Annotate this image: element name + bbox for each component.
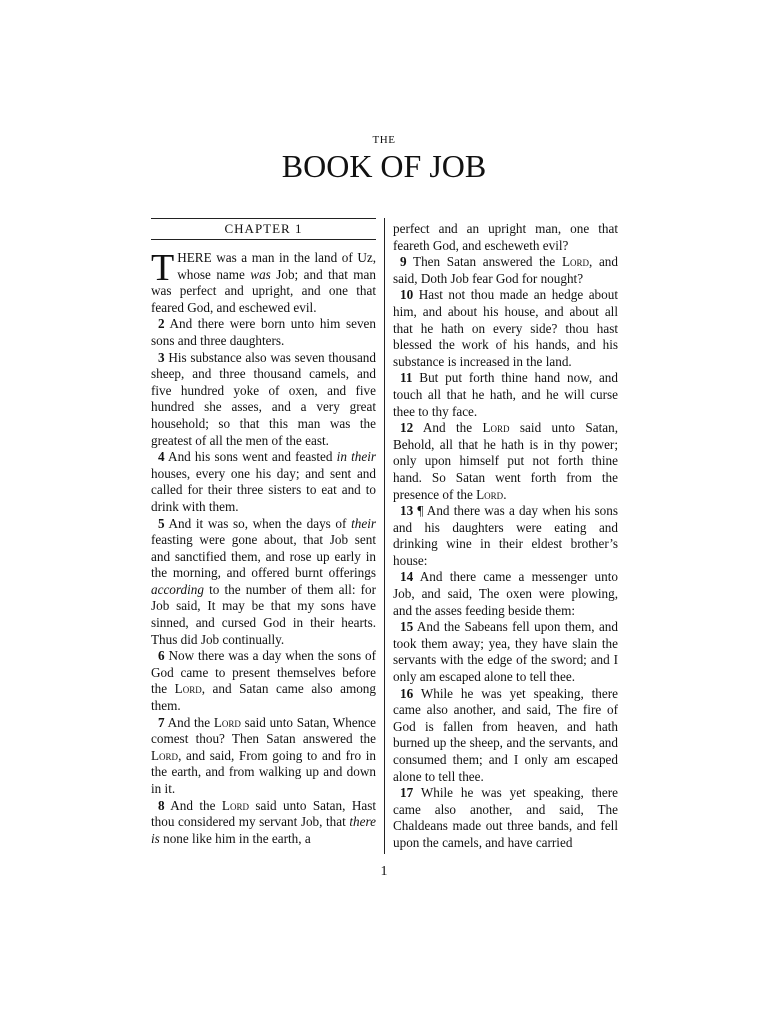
verse-number: 8 <box>158 797 165 813</box>
verse-number: 13 <box>400 503 414 519</box>
verse-italic: according <box>151 581 204 597</box>
verse-text: , and said, From going to and fro in the earth, and from walking up and down in it. <box>151 747 376 796</box>
verse-text: Job; and that man was perfect and upright, and one that feared God, and eschewed evil. <box>151 266 376 315</box>
verse-9 <box>393 254 618 287</box>
verse-text: feasting were gone about, that Job sent and sanctified them, and rose up early in the morning, and offered burnt offerings <box>151 532 376 581</box>
verse-text: said unto Satan, Behold, all that he hath is in thy power; only upon himself put not forth thine hand. So Satan went forth from the presence of the <box>393 420 618 502</box>
verse-10 <box>393 287 618 370</box>
verse-8-continued <box>393 221 618 254</box>
divine-name: Lord <box>482 420 510 436</box>
verse-number: 5 <box>158 515 165 531</box>
verse-text: And the <box>164 714 214 730</box>
verse-text: HERE was a man in the land of Uz, whose name <box>177 250 376 282</box>
right-column <box>393 221 618 852</box>
verse-number: 12 <box>400 420 414 436</box>
verse-number: 11 <box>400 370 413 386</box>
verse-text: And the <box>164 797 222 813</box>
verse-4 <box>151 449 376 515</box>
verse-text: . <box>503 486 507 502</box>
verse-text: perfect and an upright man, one that feareth God, and escheweth evil? <box>393 221 618 253</box>
divine-name: Lord <box>561 254 589 270</box>
verse-1 <box>151 247 376 316</box>
verse-3 <box>151 350 376 450</box>
verse-text: , and Satan came also among them. <box>151 681 376 714</box>
verse-text: , and said, Doth Job fear God for nought? <box>393 254 618 286</box>
verse-text: Then Satan answered the <box>406 254 562 270</box>
verse-number: 4 <box>158 449 165 465</box>
verse-text: And there were born unto him seven sons and three daughters. <box>151 316 376 348</box>
verse-14 <box>393 569 618 619</box>
verse-number: 9 <box>400 254 407 270</box>
page-number: 1 <box>380 864 388 879</box>
verse-text: While he was yet speaking, there came also another, and said, The Chaldeans made out three bands, and fell upon the camels, and have carried <box>393 785 618 850</box>
verse-italic: in their <box>336 449 376 465</box>
verse-text: And the Sabeans fell upon them, and took them away; yea, they have slain the servants with the edge of the sword; and I only am escaped alone to tell thee. <box>393 619 618 685</box>
verse-5 <box>151 516 376 649</box>
divine-name: Lord <box>174 681 202 697</box>
divine-name: Lord <box>476 486 504 502</box>
verse-number: 15 <box>400 619 414 635</box>
book-title: BOOK OF JOB <box>281 148 487 184</box>
verse-number: 16 <box>400 685 414 701</box>
verse-2 <box>151 316 376 349</box>
verse-italic: was <box>250 266 271 282</box>
verse-6 <box>151 648 376 714</box>
verse-text: And there came a messenger unto Job, and said, The oxen were plowing, and the asses feeding beside them: <box>393 569 618 618</box>
divine-name: Lord <box>151 747 179 763</box>
verse-number: 14 <box>400 569 414 585</box>
verse-text: houses, every one his day; and sent and called for their three sisters to eat and to drink with them. <box>151 465 376 514</box>
verse-italic: their <box>351 515 376 531</box>
verse-17 <box>393 785 618 851</box>
verse-11 <box>393 370 618 420</box>
verse-number: 6 <box>158 648 165 664</box>
verse-italic: there is <box>151 814 376 846</box>
verse-text: none like him in the earth, a <box>159 830 311 846</box>
divine-name: Lord <box>213 714 241 730</box>
left-column <box>151 218 376 847</box>
verse-7 <box>151 715 376 798</box>
verse-text: And it was so, when the days of <box>164 515 352 531</box>
verse-13 <box>393 503 618 569</box>
verse-number: 3 <box>158 349 165 365</box>
chapter-heading: CHAPTER 1 <box>151 218 376 240</box>
verse-text: But put forth thine hand now, and touch all that he hath, and he will curse thee to thy face. <box>393 370 618 419</box>
verse-12 <box>393 420 618 503</box>
column-divider <box>384 218 385 854</box>
verse-text: His substance also was seven thousand sheep, and three thousand camels, and five hundred yoke of oxen, and five hundred she asses, and a very great household; so that this man was the greatest of all the men of the east. <box>151 349 376 448</box>
verse-8 <box>151 798 376 848</box>
divine-name: Lord <box>221 797 249 813</box>
verse-text: said unto Satan, Hast thou considered my servant Job, that <box>151 797 376 830</box>
drop-cap: T <box>151 247 175 289</box>
verse-text: And the <box>413 420 483 436</box>
verse-text: to the number of them all: for Job said, It may be that my sons have sinned, and cursed God in their hearts. Thus did Job continually. <box>151 581 376 647</box>
verse-15 <box>393 619 618 685</box>
verse-16 <box>393 686 618 786</box>
verse-number: 2 <box>158 316 165 332</box>
verse-number: 7 <box>158 714 165 730</box>
verse-number: 10 <box>400 287 414 303</box>
verse-text: Now there was a day when the sons of God came to present themselves before the <box>151 648 376 697</box>
verse-text: While he was yet speaking, there came also another, and said, The fire of God is fallen from heaven, and hath burned up the sheep, and the servants, and consumed them; and I only am escaped alone to tell thee. <box>393 685 618 784</box>
verse-number: 17 <box>400 785 414 801</box>
verse-text: ¶ And there was a day when his sons and his daughters were eating and drinking wine in their eldest brother’s house: <box>393 503 618 568</box>
book-kicker: THE <box>372 134 396 146</box>
verse-text: Hast not thou made an hedge about him, and about his house, and about all that he hath on every side? thou hast blessed the work of his hands, and his substance is increased in the land. <box>393 287 618 369</box>
verse-text: said unto Satan, Whence comest thou? Then Satan answered the <box>151 714 377 747</box>
verse-text: And his sons went and feasted <box>164 449 337 465</box>
